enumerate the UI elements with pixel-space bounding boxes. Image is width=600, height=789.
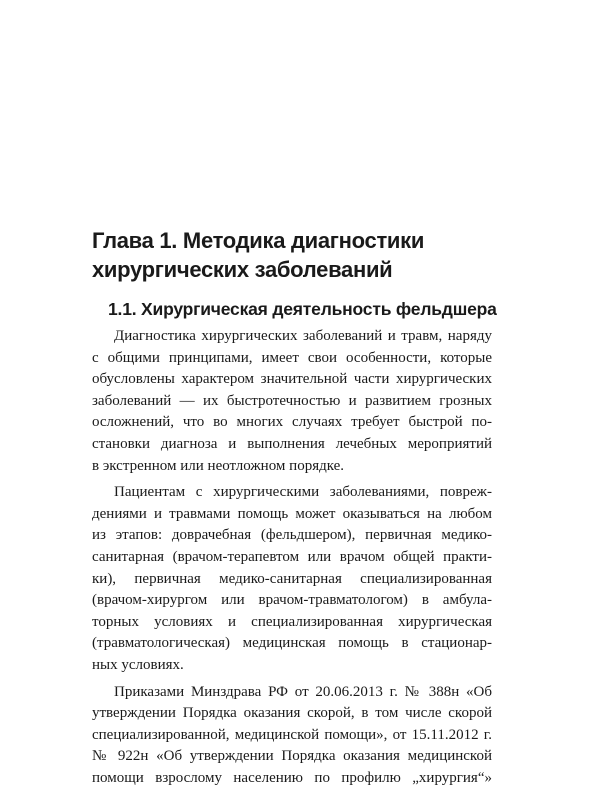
text-line: (врачом-хирургом или врачом-травматологом) в амбула- — [92, 590, 492, 612]
text-line: санитарная (врачом-терапевтом или врачом общей практи- — [92, 547, 492, 569]
body-text — [92, 326, 492, 789]
chapter-title-line-1: Глава 1. Методика диагностики — [92, 226, 512, 255]
text-line: ных условиях. — [92, 655, 492, 677]
text-line: ки), первичная медико-санитарная специализированная — [92, 569, 492, 591]
chapter-title-line-2: хирургических заболеваний — [92, 255, 512, 284]
chapter-title — [92, 226, 512, 284]
text-line: утверждении Порядка оказания скорой, в том числе скорой — [92, 703, 492, 725]
text-line: (травматологическая) медицинская помощь в стационар- — [92, 633, 492, 655]
text-line: специализированной, медицинской помощи», от 15.11.2012 г. — [92, 725, 492, 747]
text-line: Диагностика хирургических заболеваний и травм, наряду — [92, 326, 492, 348]
paragraph-3 — [92, 682, 492, 789]
text-line: становки диагноза и выполнения лечебных мероприятий — [92, 434, 492, 456]
section-title: 1.1. Хирургическая деятельность фельдшера — [108, 297, 497, 321]
text-line: из этапов: доврачебная (фельдшером), первичная медико- — [92, 525, 492, 547]
text-line: торных условиях и специализированная хирургическая — [92, 612, 492, 634]
text-line: в экстренном или неотложном порядке. — [92, 456, 492, 478]
paragraph-1 — [92, 326, 492, 477]
text-line: № 922н «Об утверждении Порядка оказания медицинской — [92, 746, 492, 768]
text-line: осложнений, что во многих случаях требует быстрой по- — [92, 412, 492, 434]
text-line: Приказами Минздрава РФ от 20.06.2013 г. № 388н «Об — [92, 682, 492, 704]
text-line: помощи взрослому населению по профилю „хирургия“» — [92, 768, 492, 789]
text-line: обусловлены характером значительной части хирургических — [92, 369, 492, 391]
text-line: с общими принципами, имеет свои особенности, которые — [92, 348, 492, 370]
text-line: заболеваний — их быстротечностью и развитием грозных — [92, 391, 492, 413]
paragraph-2 — [92, 482, 492, 676]
text-line: Пациентам с хирургическими заболеваниями, повреж- — [92, 482, 492, 504]
text-line: дениями и травмами помощь может оказываться на любом — [92, 504, 492, 526]
